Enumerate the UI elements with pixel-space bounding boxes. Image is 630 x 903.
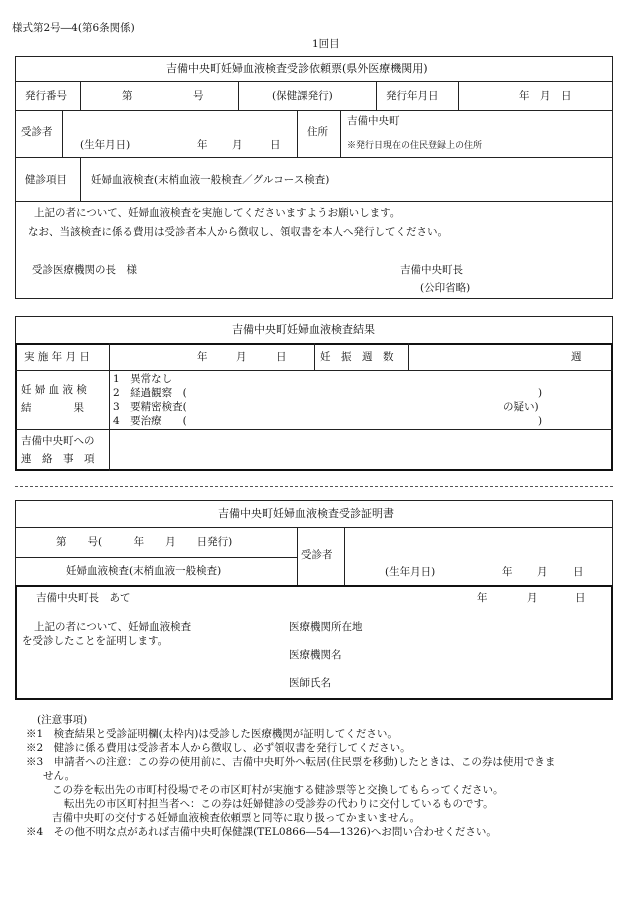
birth-month: 月 — [232, 139, 243, 151]
contact-label-line1: 吉備中央町への — [21, 435, 95, 447]
result-label-line1: 妊 婦 血 液 検 — [21, 384, 87, 396]
notes-heading: (注意事項) — [37, 714, 88, 726]
result-label-line2: 結 果 — [21, 402, 84, 414]
issue-go: 号 — [193, 90, 204, 102]
note-2: ※2 健診に係る費用は受診者本人から徴収し、必ず領収書を発行してください。 — [26, 742, 411, 754]
certificate-addressee: 吉備中央町長 あて — [36, 592, 131, 604]
certificate-birth-year: 年 — [502, 566, 513, 578]
address-note: ※発行日現在の住民登録上の住所 — [347, 141, 483, 151]
issue-number-label: 発行番号 — [25, 90, 67, 102]
result-option-3: 3 要精密検査( — [113, 401, 187, 413]
birth-label: (生年月日) — [80, 139, 131, 151]
certificate-number-line: 第 号( 年 月 日発行) — [56, 536, 233, 548]
note-3-line5: 吉備中央町の交付する妊婦血液検査依頼票と同等に取り扱ってかまいません。 — [52, 812, 421, 824]
certificate-date-month: 月 — [527, 592, 538, 604]
result-option-4: 4 要治療 ( — [113, 415, 187, 427]
patient-label: 受診者 — [21, 126, 53, 138]
certificate-date-day: 日 — [575, 592, 586, 604]
result-title: 吉備中央町妊婦血液検査結果 — [232, 323, 375, 336]
request-body-line2: なお、当該検査に係る費用は受診者本人から徴収し、領収書を本人へ発行してください。 — [28, 226, 448, 238]
certificate-patient-label: 受診者 — [301, 549, 333, 561]
request-sender: 吉備中央町長 — [400, 264, 463, 276]
note-3-line4: 転出先の市区町村担当者へ：この券は妊婦健診の受診券の代わりに交付しているものです。 — [64, 798, 494, 810]
request-addressee: 受診医療機関の長 様 — [32, 264, 137, 276]
exam-month: 月 — [236, 351, 247, 363]
note-4: ※4 その他不明な点があれば吉備中央町保健課(TEL0866―54―1326)へお問い合わせください。 — [26, 826, 497, 838]
week-unit: 週 — [571, 351, 582, 363]
issue-date-value: 年 月 日 — [519, 90, 572, 102]
issue-date-label: 発行年月日 — [386, 90, 439, 102]
exam-day: 日 — [276, 351, 287, 363]
exam-item-value: 妊婦血液検査(末梢血液一般検査／グルコース検査) — [91, 174, 330, 186]
address-label: 住所 — [307, 126, 328, 138]
result-option-2: 2 経過観察 ( — [113, 387, 187, 399]
option-4-close-paren: ) — [538, 415, 543, 427]
round-label: 1回目 — [312, 38, 340, 50]
issuer-label: (保健課発行) — [272, 90, 333, 102]
exam-year: 年 — [197, 351, 208, 363]
clinic-name-label: 医療機関名 — [289, 649, 342, 661]
request-title: 吉備中央町妊婦血液検査受診依頼票(県外医療機関用) — [166, 62, 428, 75]
note-3-line1: ※3 申請者への注意：この券の使用前に、吉備中央町外へ転居(住民票を移動)したときは、この券は使用できま — [26, 756, 556, 768]
note-1: ※1 検査結果と受診証明欄(太枠内)は受診した医療機関が証明してください。 — [26, 728, 398, 740]
birth-day: 日 — [270, 139, 281, 151]
certificate-birth-month: 月 — [537, 566, 548, 578]
contact-label-line2: 連 絡 事 項 — [21, 453, 95, 465]
option-3-suspect: の疑い) — [503, 401, 539, 413]
option-2-close-paren: ) — [538, 387, 543, 399]
certificate-title: 吉備中央町妊婦血液検査受診証明書 — [218, 507, 394, 520]
birth-year: 年 — [197, 139, 208, 151]
certificate-body-line1: 上記の者について、妊婦血液検査 — [34, 621, 192, 633]
certificate-exam-line: 妊婦血液検査(末梢血液一般検査) — [66, 565, 222, 577]
exam-item-label: 健診項目 — [25, 174, 67, 186]
note-3-line3: この券を転出先の市町村役場でその市区町村が実施する健診票等と交換してもらってください。 — [52, 784, 504, 796]
pregnancy-weeks-label: 妊 振 週 数 — [320, 351, 394, 363]
form-number: 様式第2号―4(第6条関係) — [12, 22, 135, 34]
result-option-1: 1 異常なし — [113, 373, 173, 385]
request-body-line1: 上記の者について、妊婦血液検査を実施してくださいますようお願いします。 — [34, 207, 401, 219]
certificate-birth-label: (生年月日) — [385, 566, 436, 578]
note-3-line2: せん。 — [43, 770, 76, 782]
certificate-body-line2: を受診したことを証明します。 — [22, 635, 169, 647]
seal-omitted: (公印省略) — [420, 282, 471, 294]
doctor-name-label: 医師氏名 — [289, 677, 331, 689]
address-value: 吉備中央町 — [347, 115, 400, 127]
certificate-birth-day: 日 — [573, 566, 584, 578]
exam-date-label: 実 施 年 月 日 — [24, 351, 90, 363]
clinic-address-label: 医療機関所在地 — [289, 621, 363, 633]
cut-line — [15, 486, 613, 487]
issue-dai: 第 — [122, 90, 133, 102]
certificate-date-year: 年 — [477, 592, 488, 604]
